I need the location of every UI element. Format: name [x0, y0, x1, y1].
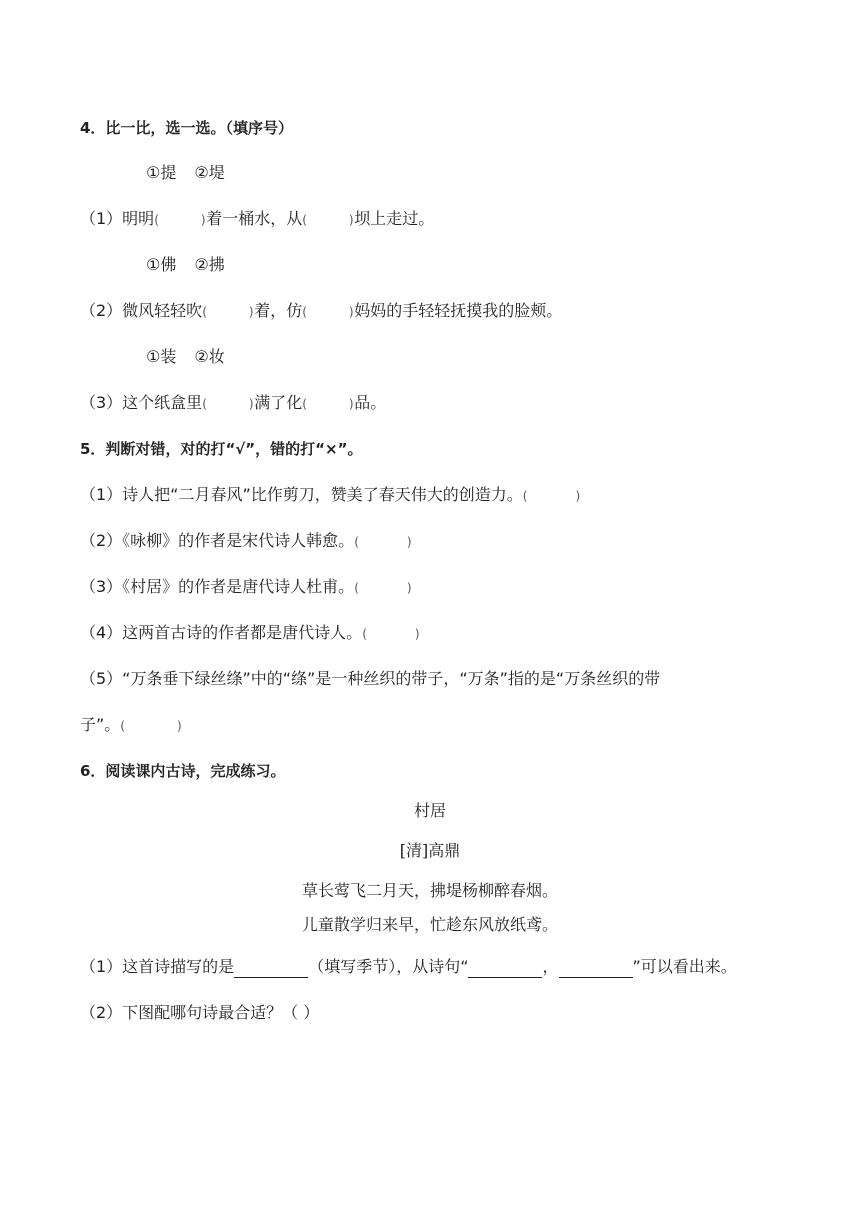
- text: （1）明明: [80, 209, 155, 228]
- text: 品。: [354, 393, 387, 412]
- answer-paren[interactable]: ( ): [154, 213, 206, 227]
- fill-blank-line-1[interactable]: [468, 959, 542, 978]
- q4-options-1: [146, 162, 243, 184]
- text: 着，仿: [254, 301, 303, 320]
- q5-heading: 5．判断对错，对的打“√”，错的打“×”。: [80, 440, 363, 458]
- poem-line-2: 儿童散学归来早，忙趁东风放纸鸢。: [301, 915, 558, 934]
- answer-paren[interactable]: ( ): [362, 627, 420, 641]
- q6-sub-1: [80, 956, 737, 978]
- text: （1）这首诗描写的是: [80, 957, 235, 976]
- option: ①佛: [146, 255, 177, 274]
- text: （填写季节），从诗句“: [308, 957, 469, 976]
- answer-paren[interactable]: ( ): [354, 581, 412, 595]
- q5-item-4: [80, 622, 420, 645]
- text: （1）诗人把“二月春风”比作剪刀，赞美了春天伟大的创造力。: [80, 485, 523, 504]
- answer-paren[interactable]: ( ): [302, 305, 354, 319]
- q4-item-3: [80, 392, 386, 415]
- poem-line-1: 草长莺飞二月天，拂堤杨柳醉春烟。: [301, 881, 558, 900]
- text: 着一桶水，从: [206, 209, 303, 228]
- text: （3）《村居》的作者是唐代诗人杜甫。: [80, 577, 355, 596]
- q5-item-5-cont: [80, 714, 182, 737]
- text: （2）下图配哪句诗最合适？（ ）: [80, 1003, 320, 1022]
- option: ②妆: [194, 347, 225, 366]
- q5-item-3: [80, 576, 412, 599]
- text: 坝上走过。: [354, 209, 435, 228]
- q5-item-2: [80, 530, 412, 553]
- q6-sub-2: [80, 1002, 319, 1024]
- answer-paren[interactable]: ( ): [522, 489, 581, 503]
- answer-paren[interactable]: ( ): [202, 305, 254, 319]
- q4-item-1: [80, 208, 434, 231]
- answer-paren[interactable]: ( ): [302, 397, 354, 411]
- fill-blank-line-2[interactable]: [559, 959, 633, 978]
- text: （4）这两首古诗的作者都是唐代诗人。: [80, 623, 363, 642]
- q4-item-2: [80, 300, 562, 323]
- text: ”可以看出来。: [632, 957, 737, 976]
- q5-item-5: [80, 668, 660, 690]
- q5-item-1: [80, 484, 580, 507]
- answer-paren[interactable]: ( ): [120, 719, 182, 733]
- answer-paren[interactable]: ( ): [302, 213, 354, 227]
- option: ②拂: [194, 255, 225, 274]
- q4-options-2: [146, 254, 243, 276]
- answer-paren[interactable]: ( ): [354, 535, 412, 549]
- text: （2）《咏柳》的作者是宋代诗人韩愈。: [80, 531, 355, 550]
- fill-blank-season[interactable]: [234, 959, 308, 978]
- option: ①装: [146, 347, 177, 366]
- q6-heading: 6．阅读课内古诗，完成练习。: [80, 762, 286, 780]
- text: （3）这个纸盒里: [80, 393, 203, 412]
- answer-paren[interactable]: ( ): [202, 397, 254, 411]
- poem-author: [清]高鼎: [399, 841, 461, 860]
- text: 妈妈的手轻轻抚摸我的脸颊。: [354, 301, 563, 320]
- text: 满了化: [254, 393, 303, 412]
- q4-options-3: [146, 346, 243, 368]
- text: （2）微风轻轻吹: [80, 301, 203, 320]
- option: ②堤: [194, 163, 225, 182]
- text: （5）“万条垂下绿丝绦”中的“绦”是一种丝织的带子，“万条”指的是“万条丝织的带: [80, 669, 661, 688]
- q4-heading: 4．比一比，选一选。（填序号）: [80, 119, 293, 137]
- text: 子”。: [80, 715, 121, 734]
- text: ，: [542, 957, 559, 976]
- option: ①提: [146, 163, 177, 182]
- poem-title: 村居: [413, 801, 446, 820]
